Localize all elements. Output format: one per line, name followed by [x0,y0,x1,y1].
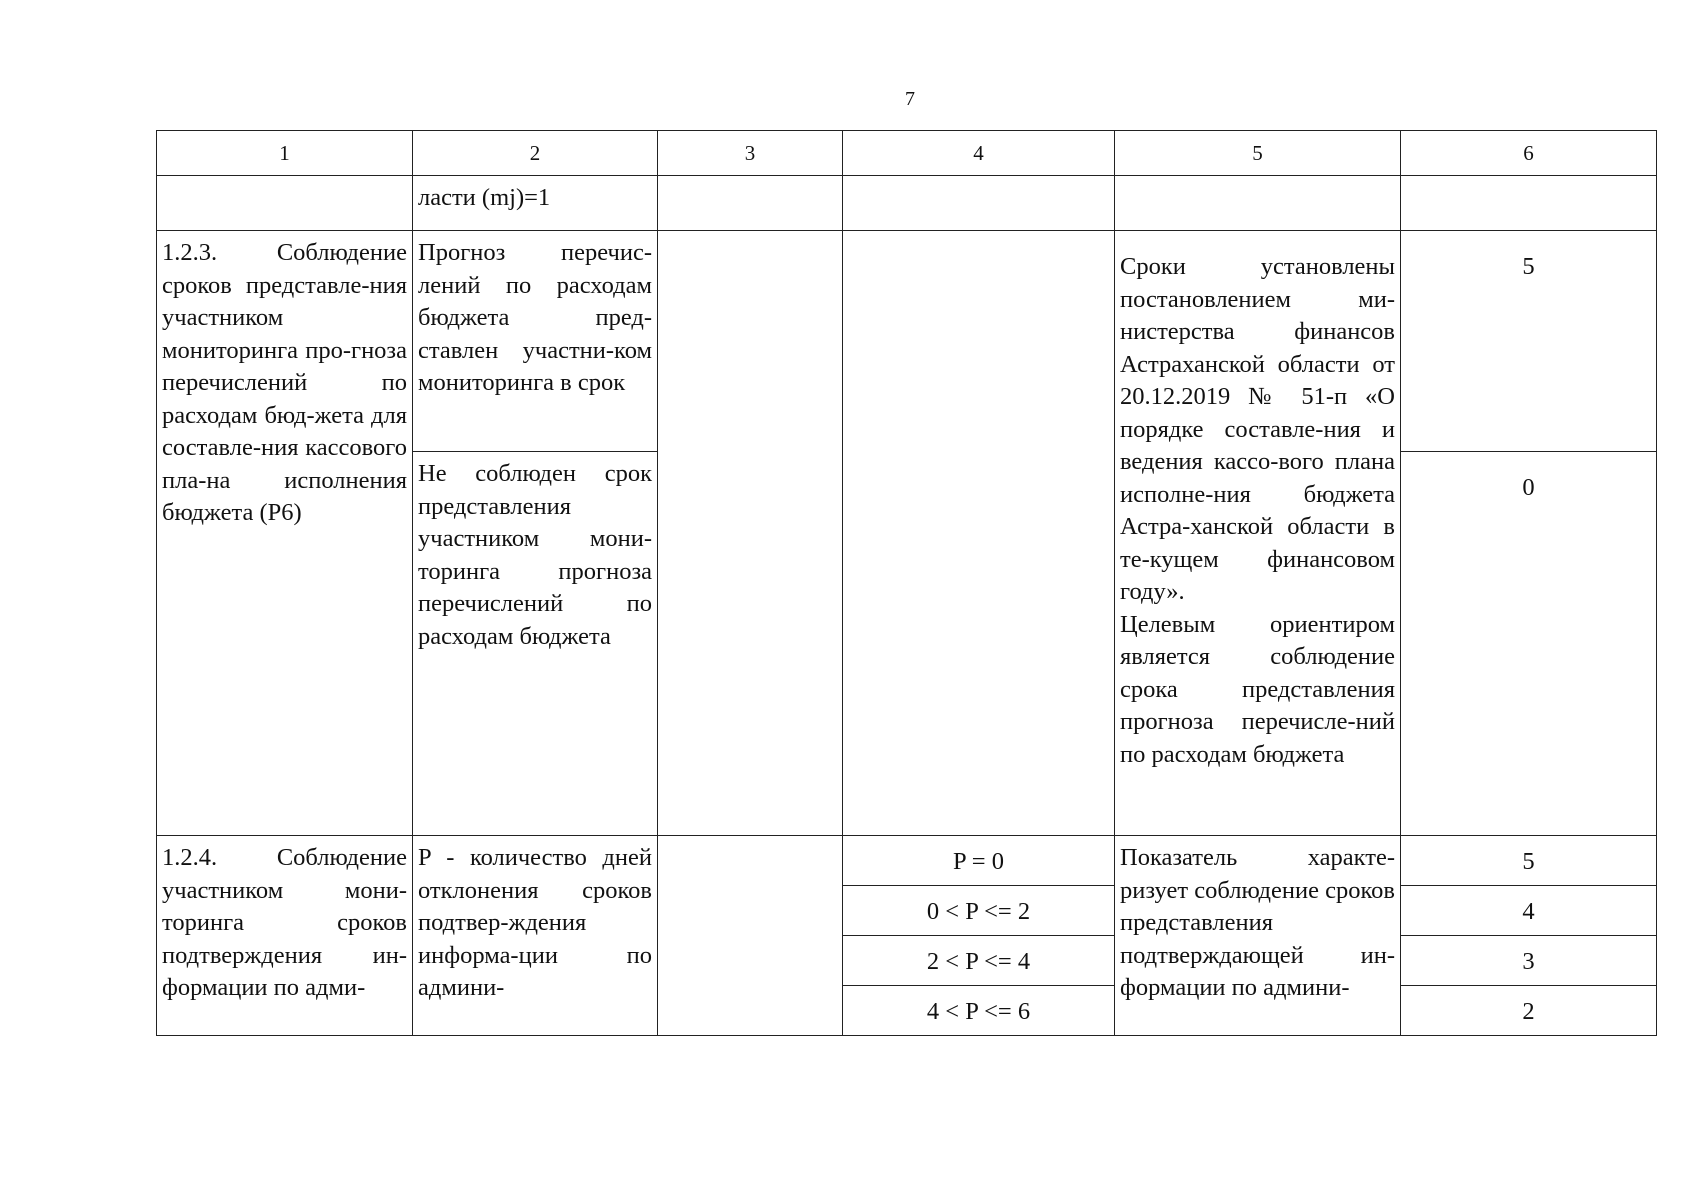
column-header-1: 1 [157,131,413,176]
range-cell-2: 0 < P <= 2 [843,886,1115,936]
condition-late: Не соблюден срок представления участником мони-торинга прогноза перечислений по расходам бюджета [413,452,658,836]
continuation-cell-1 [157,176,413,231]
range-cell-3: 2 < P <= 4 [843,936,1115,986]
column-header-3: 3 [658,131,843,176]
score-cell-2: 4 [1401,886,1657,936]
column-header-6: 6 [1401,131,1657,176]
range-cell-4: 4 < P <= 6 [843,986,1115,1036]
empty-cell-col4 [843,231,1115,836]
score-late: 0 [1401,452,1657,836]
comment-1-2-4: Показатель характе-ризует соблюдение сроков представления подтверждающей ин-формации по админи- [1115,836,1401,1036]
comment-1-2-3 [1115,231,1401,836]
score-cell-4: 2 [1401,986,1657,1036]
table-row-1-2-3 [157,231,1657,452]
column-header-4: 4 [843,131,1115,176]
column-header-5: 5 [1115,131,1401,176]
range-cell-1: P = 0 [843,836,1115,886]
column-header-2: 2 [413,131,658,176]
column-number-row [157,131,1657,176]
empty-cell-col3 [658,231,843,836]
comment-target-text: Целевым ориентиром является соблюдение срока представления прогноза перечисле-ний по расходам бюджета [1120,610,1395,768]
comment-deadline-text: Сроки установлены постановлением ми-нистерства финансов Астраханской области от 20.12.2019 № 51-п «О порядке составле-ния и ведения кассо-вого плана исполне-ния бюджета Астра-ханской области в те-кущем финансовом году». [1120,253,1395,605]
evaluation-table [156,130,1657,1036]
continuation-cell-3 [658,176,843,231]
continuation-cell-4 [843,176,1115,231]
continuation-cell-2: ласти (mj)=1 [413,176,658,231]
empty-cell-col3-b [658,836,843,1036]
indicator-1-2-4: 1.2.4. Соблюдение участником мони-торинга сроков подтверждения ин-формации по адми- [157,836,413,1036]
score-cell-1: 5 [1401,836,1657,886]
continuation-row [157,176,1657,231]
condition-on-time: Прогноз перечис-лений по расходам бюджета пред-ставлен участни-ком мониторинга в срок [413,231,658,452]
continuation-cell-5 [1115,176,1401,231]
continuation-cell-6 [1401,176,1657,231]
table-row-1-2-4 [157,836,1657,886]
score-cell-3: 3 [1401,936,1657,986]
definition-1-2-4: P - количество дней отклонения сроков подтвер-ждения информа-ции по админи- [413,836,658,1036]
score-on-time: 5 [1401,231,1657,452]
indicator-1-2-3: 1.2.3. Соблюдение сроков представле-ния участником мониторинга про-гноза перечислений по расходам бюд-жета для составле-ния кассового пла-на исполнения бюджета (P6) [157,231,413,836]
page-number: 7 [905,88,915,110]
